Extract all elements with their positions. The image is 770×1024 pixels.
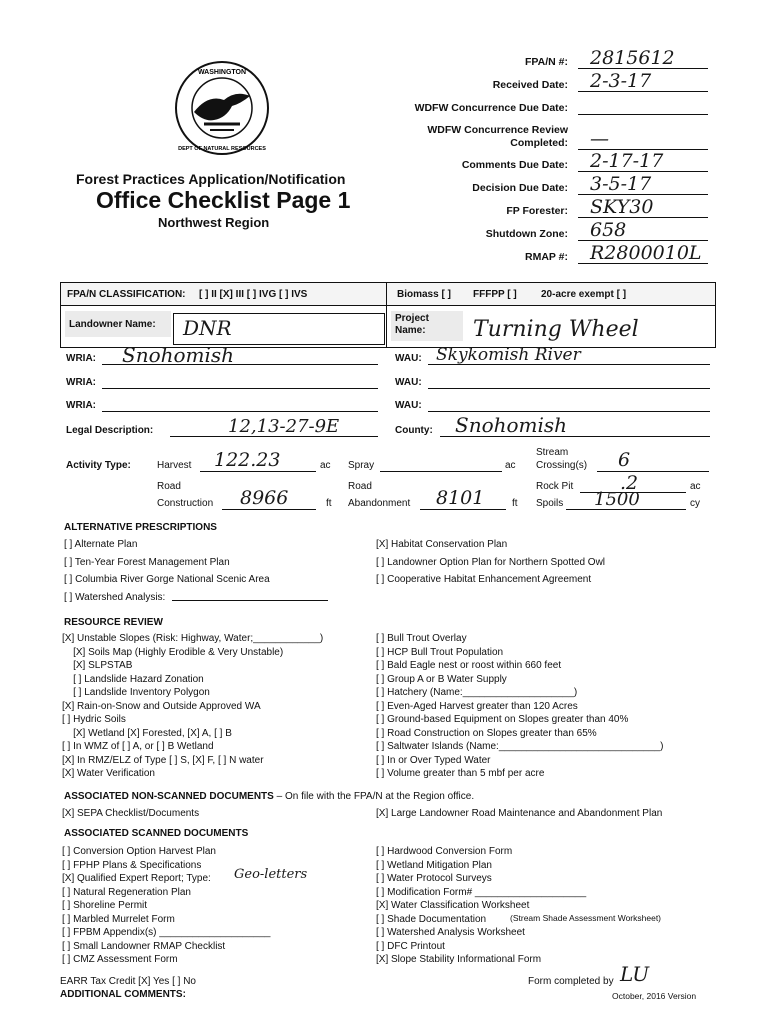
checklist-item[interactable]: [ ] Conversion Option Harvest Plan xyxy=(62,846,216,857)
tracking-underline xyxy=(578,114,708,115)
shade-note: (Stream Shade Assessment Worksheet) xyxy=(510,913,662,923)
harvest-label: Harvest xyxy=(157,460,192,471)
wau-underline xyxy=(428,388,710,389)
checklist-item[interactable]: [ ] Group A or B Water Supply xyxy=(376,673,507,685)
checklist-item[interactable]: [ ] Water Protocol Surveys xyxy=(376,873,492,884)
non-scanned-note: – On file with the FPA/N at the Region office. xyxy=(273,791,475,802)
rockpit-unit: ac xyxy=(690,481,701,492)
checklist-item[interactable]: [ ] Small Landowner RMAP Checklist xyxy=(62,940,226,952)
wau-underline xyxy=(428,411,710,412)
region-label: Northwest Region xyxy=(158,215,270,230)
tracking-value[interactable]: — xyxy=(590,128,609,150)
wria-label: WRIA: xyxy=(66,353,96,364)
checklist-item[interactable]: [X] Qualified Expert Report; Type: xyxy=(62,873,211,884)
stream-value[interactable]: 6 xyxy=(618,449,631,471)
abandonment-unit: ft xyxy=(512,498,518,509)
spoils-value[interactable]: 1500 xyxy=(594,489,640,510)
tracking-value[interactable]: SKY30 xyxy=(590,196,654,218)
construction-label: Construction xyxy=(157,498,214,509)
checklist-item[interactable]: [X] Water Classification Worksheet xyxy=(376,900,530,911)
checklist-item[interactable]: [ ] Natural Regeneration Plan xyxy=(62,886,191,898)
rockpit-value[interactable]: .2 xyxy=(620,472,639,494)
sepa-checkbox[interactable]: [X] SEPA Checklist/Documents xyxy=(62,808,200,819)
wau-label: WAU: xyxy=(395,400,422,411)
checklist-item[interactable]: [ ] Landslide Hazard Zonation xyxy=(62,673,204,685)
tracking-label: FP Forester: xyxy=(506,205,568,217)
checklist-item[interactable]: [ ] FPHP Plans & Specifications xyxy=(62,859,202,871)
classification-label: FPA/N CLASSIFICATION: xyxy=(67,289,186,300)
checklist-item[interactable]: [ ] Shoreline Permit xyxy=(62,900,148,911)
checklist-item[interactable]: [ ] DFC Printout xyxy=(376,940,445,952)
checklist-item[interactable]: [X] Wetland [X] Forested, [X] A, [ ] B xyxy=(62,727,232,739)
checklist-item[interactable]: [ ] HCP Bull Trout Population xyxy=(376,646,504,658)
scanned-heading: ASSOCIATED SCANNED DOCUMENTS xyxy=(64,828,249,839)
checklist-item[interactable]: [ ] Saltwater Islands (Name:_____________________________) xyxy=(376,741,664,752)
wria-underline xyxy=(102,388,378,389)
completed-by-label: Form completed by xyxy=(528,976,614,987)
checklist-item[interactable]: [ ] Wetland Mitigation Plan xyxy=(376,859,492,871)
landowner-value[interactable]: DNR xyxy=(183,316,232,340)
svg-text:WASHINGTON: WASHINGTON xyxy=(197,69,247,76)
checklist-item[interactable]: [ ] Hardwood Conversion Form xyxy=(376,846,513,857)
road-label-2: Road xyxy=(348,481,372,492)
project-label: Project Name: xyxy=(395,313,429,336)
road-label-1: Road xyxy=(157,481,181,492)
classification-options[interactable]: [ ] II [X] III [ ] IVG [ ] IVS xyxy=(199,289,308,300)
harvest-value[interactable]: 122.23 xyxy=(214,449,281,471)
tracking-value[interactable]: 2-3-17 xyxy=(590,70,652,92)
spoils-unit: cy xyxy=(690,498,700,509)
ffppp-checkbox[interactable]: FFFPP [ ] xyxy=(473,289,517,300)
checklist-item[interactable]: [ ] Shade Documentation xyxy=(376,913,487,925)
wau-value[interactable]: Skykomish River xyxy=(436,345,581,365)
tracking-value[interactable]: R2800010L xyxy=(590,242,702,264)
checklist-title: Office Checklist Page 1 xyxy=(96,187,351,213)
wria-label: WRIA: xyxy=(66,400,96,411)
checklist-item[interactable]: [ ] Hatchery (Name:____________________) xyxy=(376,687,578,698)
tracking-value[interactable]: 2-17-17 xyxy=(590,150,664,172)
project-value[interactable]: Turning Wheel xyxy=(473,317,639,342)
tracking-label: Shutdown Zone: xyxy=(485,228,568,240)
wau-label: WAU: xyxy=(395,353,422,364)
harvest-unit: ac xyxy=(320,460,331,471)
checklist-item[interactable]: [ ] Volume greater than 5 mbf per acre xyxy=(376,768,545,779)
county-label: County: xyxy=(395,425,433,436)
tracking-value[interactable]: 3-5-17 xyxy=(590,173,652,195)
exempt-checkbox[interactable]: 20-acre exempt [ ] xyxy=(541,289,627,300)
wria-value[interactable]: Snohomish xyxy=(122,343,235,367)
stream-label: Stream Crossing(s) xyxy=(536,447,588,471)
checklist-item[interactable]: [ ] Landslide Inventory Polygon xyxy=(62,687,210,698)
checklist-item[interactable]: [ ] Bald Eagle nest or roost within 660 feet xyxy=(376,660,562,671)
non-scanned-line xyxy=(64,791,474,802)
checklist-item[interactable]: [X] SLPSTAB xyxy=(62,660,133,671)
tracking-label: FPA/N #: xyxy=(525,56,568,68)
checklist-item[interactable]: [ ] FPBM Appendix(s) ____________________ xyxy=(62,927,271,938)
checklist-item[interactable]: [X] Habitat Conservation Plan xyxy=(376,539,508,550)
wau-label: WAU: xyxy=(395,377,422,388)
checklist-item[interactable]: [ ] Watershed Analysis: xyxy=(64,591,166,603)
checklist-item[interactable]: [X] Water Verification xyxy=(62,768,155,779)
tracking-value[interactable]: 658 xyxy=(590,219,627,241)
legal-label: Legal Description: xyxy=(66,425,154,436)
checklist-item[interactable]: [ ] Modification Form# ____________________ xyxy=(376,886,587,898)
checklist-item[interactable]: [ ] Bull Trout Overlay xyxy=(376,633,467,644)
classification-box xyxy=(60,282,716,348)
biomass-checkbox[interactable]: Biomass [ ] xyxy=(397,289,451,300)
checklist-item[interactable]: [ ] Hydric Soils xyxy=(62,714,126,725)
construction-unit: ft xyxy=(326,498,332,509)
earr-tax-credit[interactable]: EARR Tax Credit [X] Yes [ ] No xyxy=(60,976,196,987)
construction-value[interactable]: 8966 xyxy=(240,487,289,509)
version-label: October, 2016 Version xyxy=(612,991,697,1001)
additional-comments-label: ADDITIONAL COMMENTS: xyxy=(60,989,186,1000)
spray-unit: ac xyxy=(505,460,516,471)
rmap-plan-checkbox[interactable]: [X] Large Landowner Road Maintenance and Abandonment Plan xyxy=(376,808,663,819)
checklist-item[interactable]: [ ] Cooperative Habitat Enhancement Agreement xyxy=(376,574,592,585)
legal-value[interactable]: 12,13-27-9E xyxy=(228,416,340,437)
tracking-label: Received Date: xyxy=(492,79,568,91)
alt-prescriptions-heading: ALTERNATIVE PRESCRIPTIONS xyxy=(64,522,217,533)
county-value[interactable]: Snohomish xyxy=(455,413,568,437)
abandonment-label: Abandonment xyxy=(348,498,411,509)
checklist-item[interactable]: [X] Slope Stability Informational Form xyxy=(376,954,542,965)
completed-by-initials[interactable]: LU xyxy=(620,962,650,986)
expert-type-value[interactable]: Geo-letters xyxy=(234,867,308,882)
checklist-item[interactable]: [ ] Alternate Plan xyxy=(64,539,138,550)
form-title: Forest Practices Application/Notification xyxy=(76,171,346,187)
tracking-label: Comments Due Date: xyxy=(461,159,568,171)
checklist-item[interactable]: [ ] Marbled Murrelet Form xyxy=(62,913,175,925)
tracking-label: WDFW Concurrence Review Completed: xyxy=(427,124,568,149)
dnr-seal-icon xyxy=(174,60,270,156)
non-scanned-heading: ASSOCIATED NON-SCANNED DOCUMENTS xyxy=(64,791,274,802)
tracking-label: RMAP #: xyxy=(525,251,568,263)
wria-label: WRIA: xyxy=(66,377,96,388)
resource-review-heading: RESOURCE REVIEW xyxy=(64,617,163,628)
checklist-item[interactable]: [X] Soils Map (Highly Erodible & Very Unstable) xyxy=(62,646,284,658)
tracking-label: Decision Due Date: xyxy=(472,182,568,194)
abandonment-value[interactable]: 8101 xyxy=(436,487,485,509)
checklist-item[interactable]: [ ] Even-Aged Harvest greater than 120 Acres xyxy=(376,700,578,712)
checklist-item[interactable]: [ ] Watershed Analysis Worksheet xyxy=(376,927,525,938)
checklist-item[interactable]: [X] Rain-on-Snow and Outside Approved WA xyxy=(62,700,261,712)
checklist-item[interactable]: [X] In RMZ/ELZ of Type [ ] S, [X] F, [ ] N water xyxy=(62,754,264,766)
checklist-item[interactable]: [ ] In WMZ of [ ] A, or [ ] B Wetland xyxy=(62,741,214,752)
spray-label: Spray xyxy=(348,460,375,471)
svg-text:DEPT OF NATURAL RESOURCES: DEPT OF NATURAL RESOURCES xyxy=(178,146,266,152)
checklist-item[interactable]: [ ] Columbia River Gorge National Scenic Area xyxy=(64,574,270,585)
checklist-item[interactable]: [ ] Ten-Year Forest Management Plan xyxy=(64,556,230,568)
checklist-item[interactable]: [ ] In or Over Typed Water xyxy=(376,754,491,766)
checklist-item[interactable]: [ ] Landowner Option Plan for Northern Spotted Owl xyxy=(376,556,606,568)
checklist-item[interactable]: [ ] CMZ Assessment Form xyxy=(62,954,178,965)
checklist-item[interactable]: [X] Unstable Slopes (Risk: Highway, Water;____________) xyxy=(62,633,324,644)
activity-label: Activity Type: xyxy=(66,460,131,471)
wria-underline xyxy=(102,411,378,412)
tracking-value[interactable]: 2815612 xyxy=(590,47,675,69)
spoils-label: Spoils xyxy=(536,498,564,509)
tracking-label: WDFW Concurrence Due Date: xyxy=(414,102,568,114)
checklist-item[interactable]: [ ] Road Construction on Slopes greater than 65% xyxy=(376,727,597,739)
rockpit-label: Rock Pit xyxy=(536,481,574,492)
landowner-label: Landowner Name: xyxy=(69,319,156,330)
checklist-item[interactable]: [ ] Ground-based Equipment on Slopes greater than 40% xyxy=(376,714,629,725)
